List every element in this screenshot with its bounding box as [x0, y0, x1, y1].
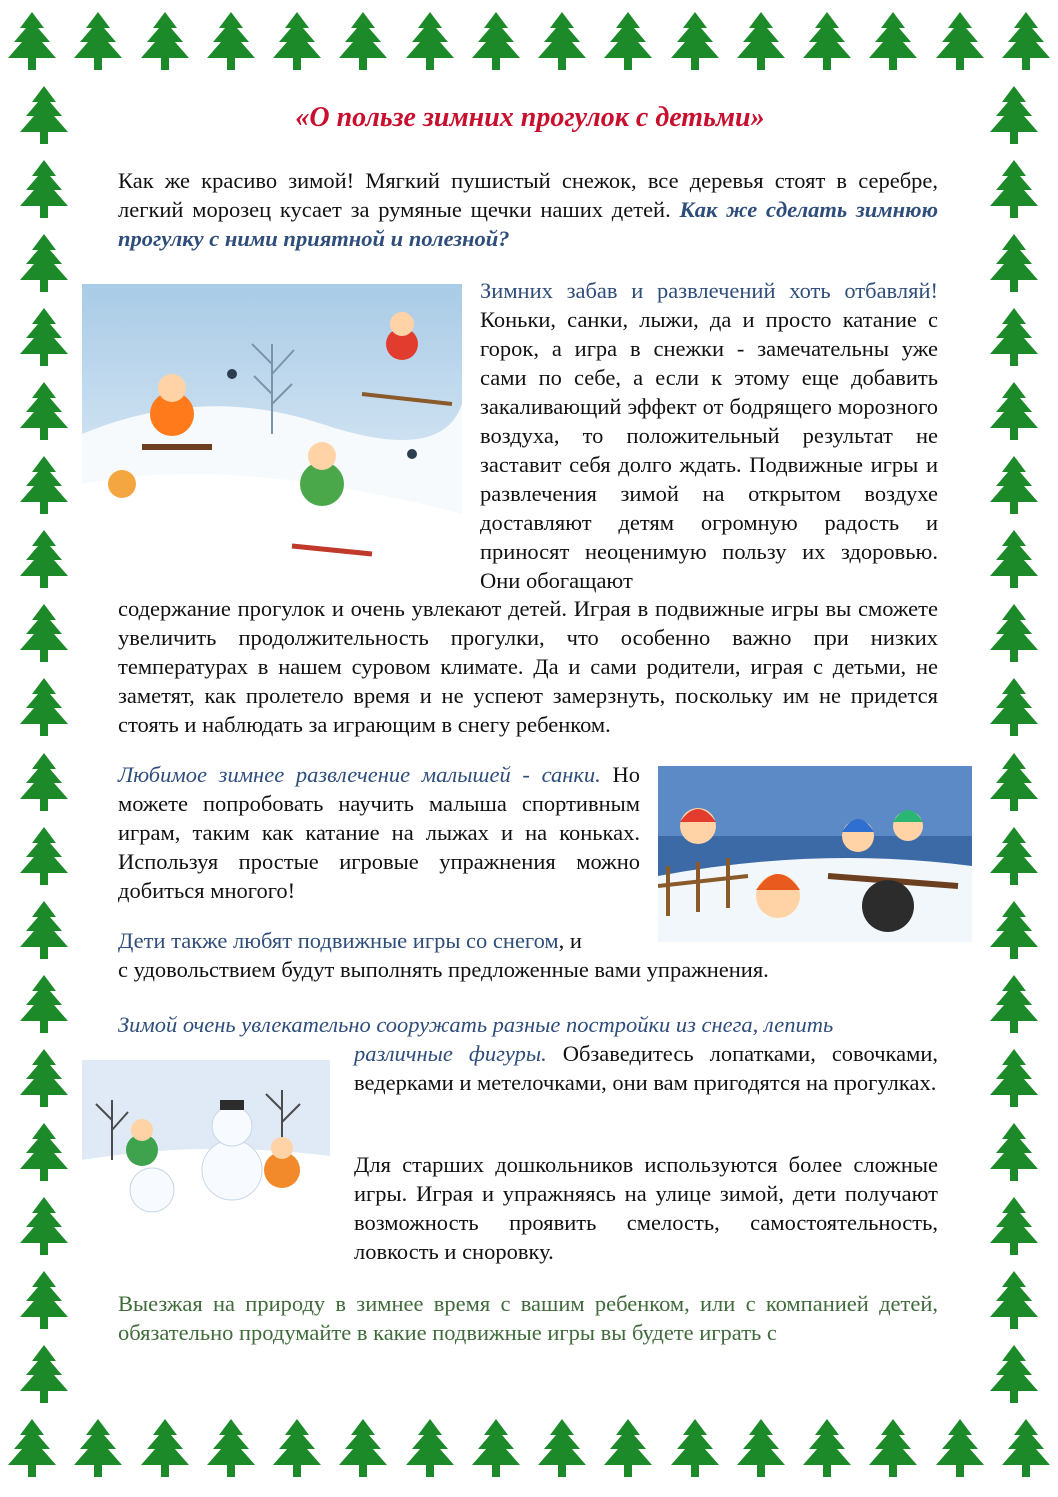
christmas-tree-icon [596, 1417, 660, 1485]
christmas-tree-icon [12, 602, 76, 670]
christmas-tree-icon [12, 751, 76, 819]
christmas-tree-icon [982, 1047, 1046, 1115]
christmas-tree-icon [928, 10, 992, 78]
section1-beside [480, 276, 938, 595]
christmas-tree-icon [729, 1417, 793, 1485]
section3-lead: Дети также любят подвижные игры со снегом [118, 928, 559, 953]
christmas-tree-icon [398, 10, 462, 78]
christmas-tree-icon [265, 10, 329, 78]
christmas-tree-icon [12, 84, 76, 152]
children-on-sled-illustration [658, 766, 972, 942]
christmas-tree-icon [66, 10, 130, 78]
christmas-tree-icon [982, 1195, 1046, 1263]
section6-paragraph: Выезжая на природу в зимнее время с вашим ребенком, или с компанией детей, обязательно продумайте в какие подвижные игры вы будете играть с [118, 1291, 938, 1345]
christmas-tree-icon [982, 1269, 1046, 1337]
section4-text: Обзаведитесь лопатками, совочками, ведерками и метелочками, они вам пригодятся на прогулках. [354, 1041, 938, 1095]
christmas-tree-icon [994, 1417, 1058, 1485]
christmas-tree-icon [530, 1417, 594, 1485]
christmas-tree-icon [199, 1417, 263, 1485]
christmas-tree-icon [982, 973, 1046, 1041]
christmas-tree-icon [12, 1269, 76, 1337]
christmas-tree-icon [12, 158, 76, 226]
christmas-tree-icon [982, 1343, 1046, 1411]
section3-full: с удовольствием будут выполнять предложенные вами упражнения. [118, 957, 769, 982]
christmas-tree-icon [331, 10, 395, 78]
christmas-tree-icon [982, 528, 1046, 596]
intro-highlight: Как же сделать зимнюю прогулку с ними приятной и полезной? [118, 197, 938, 251]
christmas-tree-icon [464, 1417, 528, 1485]
christmas-tree-icon [12, 1121, 76, 1189]
christmas-tree-icon [982, 602, 1046, 670]
christmas-tree-icon [133, 1417, 197, 1485]
christmas-tree-icon [530, 10, 594, 78]
section4-lead-full: Зимой очень увлекательно сооружать разные постройки из снега, лепить [118, 1012, 834, 1037]
page-title: «О пользе зимних прогулок с детьми» [295, 102, 765, 133]
christmas-tree-icon [663, 1417, 727, 1485]
christmas-tree-icon [795, 1417, 859, 1485]
christmas-tree-icon [861, 1417, 925, 1485]
intro-paragraph [118, 166, 938, 253]
section1-text-beside: Коньки, санки, лыжи, да и просто катание с горок, а игра в снежки - замечательны уже сами по себе, а если к этому еще добавить закаливающий эффект от бодрящего морозного воздуха, то положительный результат не заставит себя долго ждать. Подвижные игры и развлечения зимой на открытом воздухе доставляют детям огромную радость и приносят неоценимую пользу их здоровью. Они обогащают [480, 307, 938, 593]
section2-paragraph [118, 760, 640, 905]
christmas-tree-icon [12, 973, 76, 1041]
christmas-tree-icon [199, 10, 263, 78]
christmas-tree-icon [12, 1047, 76, 1115]
section5-paragraph: Для старших дошкольников используются более сложные игры. Играя и упражняясь на улице зимой, дети получают возможность проявить смелость, самостоятельность, ловкость и сноровку. [354, 1152, 938, 1264]
christmas-tree-icon [982, 825, 1046, 893]
christmas-tree-icon [982, 232, 1046, 300]
section4-lead-cont: различные фигуры. [354, 1041, 547, 1066]
section1-lead: Зимних забав и развлечений хоть отбавляй! [480, 278, 938, 303]
christmas-tree-icon [12, 899, 76, 967]
christmas-tree-icon [982, 1121, 1046, 1189]
christmas-tree-icon [12, 528, 76, 596]
christmas-tree-icon [265, 1417, 329, 1485]
christmas-tree-icon [12, 306, 76, 374]
christmas-tree-icon [12, 454, 76, 522]
christmas-tree-icon [994, 10, 1058, 78]
christmas-tree-icon [928, 1417, 992, 1485]
christmas-tree-icon [66, 1417, 130, 1485]
christmas-tree-icon [12, 380, 76, 448]
section3-beside [118, 926, 640, 955]
christmas-tree-icon [12, 1343, 76, 1411]
christmas-tree-icon [982, 306, 1046, 374]
christmas-tree-icon [982, 676, 1046, 744]
christmas-tree-icon [982, 380, 1046, 448]
christmas-tree-icon [12, 1195, 76, 1263]
christmas-tree-icon [331, 1417, 395, 1485]
section1-full: содержание прогулок и очень увлекают детей. Играя в подвижные игры вы сможете увеличить продолжительность прогулки, что особенно важно при низких температурах в нашем суровом климате. Да и сами родители, играя с детьми, не заметят, как пролетело время и не успеют замерзнуть, поскольку им не придется стоять и наблюдать за играющим в снегу ребенком. [118, 596, 938, 737]
christmas-tree-icon [729, 10, 793, 78]
section4-paragraph [354, 1039, 938, 1097]
sledding-kids-illustration [82, 284, 462, 566]
christmas-tree-icon [398, 1417, 462, 1485]
christmas-tree-icon [795, 10, 859, 78]
section3-text-beside: , и [558, 928, 582, 953]
christmas-tree-icon [133, 10, 197, 78]
christmas-tree-icon [982, 751, 1046, 819]
section2-text: Но можете попробовать научить малыша спортивным играм, таким как катание на лыжах и на коньках. Используя простые игровые упражнения можно добиться многого! [118, 762, 640, 903]
intro-text: Как же красиво зимой! Мягкий пушистый снежок, все деревья стоят в серебре, легкий морозец кусает за румяные щечки наших детей. [118, 168, 938, 222]
christmas-tree-icon [464, 10, 528, 78]
christmas-tree-icon [0, 10, 64, 78]
christmas-tree-icon [861, 10, 925, 78]
christmas-tree-icon [663, 10, 727, 78]
christmas-tree-icon [982, 454, 1046, 522]
christmas-tree-icon [12, 825, 76, 893]
christmas-tree-icon [596, 10, 660, 78]
christmas-tree-icon [982, 158, 1046, 226]
christmas-tree-icon [0, 1417, 64, 1485]
section2-lead: Любимое зимнее развлечение малышей - санки. [118, 762, 601, 787]
snowman-building-illustration [82, 1060, 330, 1228]
christmas-tree-icon [982, 84, 1046, 152]
christmas-tree-icon [12, 232, 76, 300]
christmas-tree-icon [982, 899, 1046, 967]
christmas-tree-icon [12, 676, 76, 744]
